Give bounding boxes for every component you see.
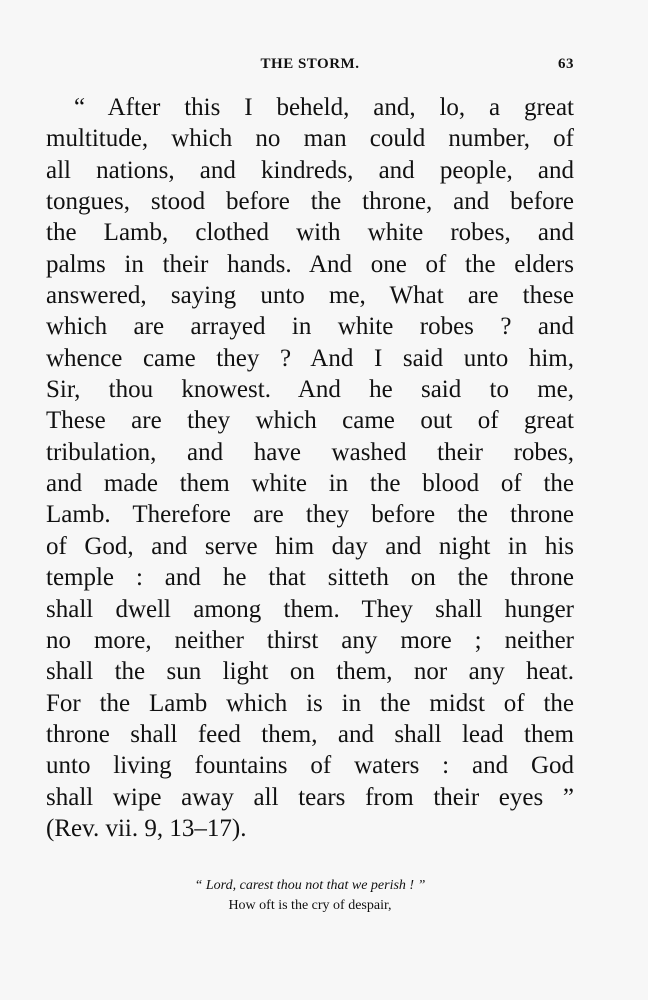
- text-line: palms in their hands. And one of the elders: [46, 250, 574, 278]
- text-line: all nations, and kindreds, and people, and: [46, 156, 574, 184]
- text-line: answered, saying unto me, What are these: [46, 282, 574, 310]
- text-line: temple : and he that sitteth on the throne: [46, 564, 574, 592]
- text-line: shall wipe away all tears from their eyes ”: [46, 783, 574, 811]
- text-line: tribulation, and have washed their robes,: [46, 438, 574, 466]
- text-line: shall dwell among them. They shall hunger: [46, 595, 574, 623]
- text-line: Sir, thou knowest. And he said to me,: [46, 376, 574, 404]
- text-line: Lamb. Therefore are they before the throne: [46, 501, 574, 529]
- text-line: and made them white in the blood of the: [46, 470, 574, 498]
- text-line: no more, neither thirst any more ; neither: [46, 626, 574, 654]
- text-line: shall the sun light on them, nor any heat.: [46, 658, 574, 686]
- text-line: which are arrayed in white robes ? and: [46, 313, 574, 341]
- text-line: throne shall feed them, and shall lead them: [46, 720, 574, 748]
- page-number: 63: [558, 56, 574, 72]
- text-line: whence came they ? And I said unto him,: [46, 344, 574, 372]
- text-line: tongues, stood before the throne, and before: [46, 188, 574, 216]
- running-head: [46, 56, 574, 78]
- poem-excerpt: [46, 876, 574, 916]
- text-line: unto living fountains of waters : and God: [46, 752, 574, 780]
- poem-line: “ Lord, carest thou not that we perish ! ”: [194, 878, 426, 893]
- text-line: multitude, which no man could number, of: [46, 125, 574, 153]
- running-title: THE STORM.: [260, 56, 360, 72]
- text-line: For the Lamb which is in the midst of the: [46, 689, 574, 717]
- text-line: the Lamb, clothed with white robes, and: [46, 219, 574, 247]
- text-line: These are they which came out of great: [46, 407, 574, 435]
- scripture-quotation: [46, 92, 574, 844]
- scripture-reference: (Rev. vii. 9, 13–17).: [46, 814, 247, 842]
- poem-line: How oft is the cry of despair,: [228, 898, 392, 913]
- text-line: “ After this I beheld, and, lo, a great: [74, 94, 574, 121]
- text-line: of God, and serve him day and night in his: [46, 532, 574, 560]
